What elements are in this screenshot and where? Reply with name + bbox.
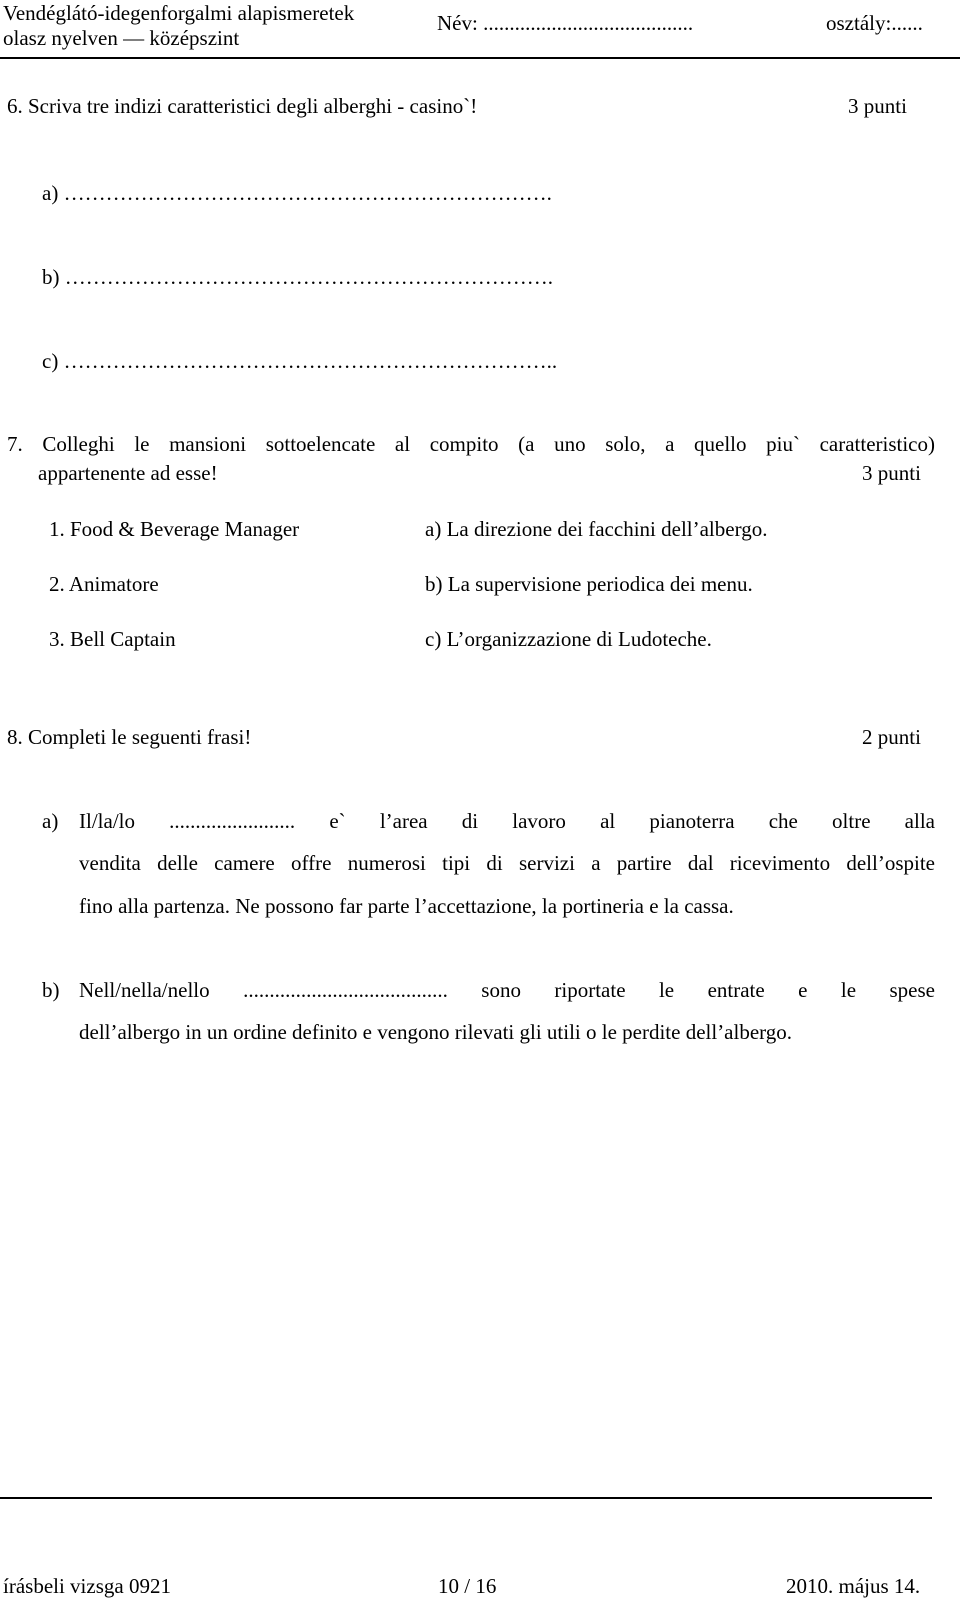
q6-line-a-label: a) — [42, 181, 59, 205]
q8-a-line2: vendita delle camere offre numerosi tipi di servizi a partire dal ricevimento dell’ospite — [79, 851, 935, 875]
name-label: Név: ........................................ — [437, 11, 694, 35]
header-title-line2: olasz nyelven — középszint — [3, 26, 240, 50]
q8-b-line1: Nell/nella/nello ....................................... sono riportate le entrate e le spese — [79, 978, 935, 1002]
q8-a-line1: Il/la/lo ........................ e` l’area di lavoro al pianoterra che oltre alla — [79, 809, 935, 833]
q8-points: 2 punti — [862, 725, 921, 749]
q6-line-c-label: c) — [42, 349, 59, 373]
q6-line-a-dots: ……………………………………………………………. — [63, 181, 552, 205]
class-label: osztály:...... — [826, 11, 923, 35]
q8-b-label: b) — [42, 978, 60, 1002]
q7-text-line1: 7. Colleghi le mansioni sottoelencate al compito (a uno solo, a quello piu` caratteristico) — [7, 432, 935, 456]
q8-a-label: a) — [42, 809, 59, 833]
q7-role-1: 1. Food & Beverage Manager — [49, 517, 300, 541]
q7-task-a: a) La direzione dei facchini dell’albergo. — [425, 517, 768, 541]
q7-points: 3 punti — [862, 461, 921, 485]
q6-line-b-label: b) — [42, 265, 60, 289]
footer-rule — [0, 1497, 932, 1499]
q6-line-c — [42, 349, 557, 374]
q6-line-b — [42, 265, 553, 290]
header-rule — [0, 57, 960, 59]
q7-role-3: 3. Bell Captain — [49, 627, 176, 651]
q7-task-b: b) La supervisione periodica dei menu. — [425, 572, 753, 596]
q8-text: 8. Completi le seguenti frasi! — [7, 725, 252, 749]
footer-date: 2010. május 14. — [786, 1574, 921, 1598]
footer-exam-code: írásbeli vizsga 0921 — [3, 1574, 171, 1598]
q6-line-b-dots: ……………………………………………………………. — [64, 265, 553, 289]
footer-page-number: 10 / 16 — [438, 1574, 497, 1598]
q7-task-c: c) L’organizzazione di Ludoteche. — [425, 627, 712, 651]
q7-role-2: 2. Animatore — [49, 572, 159, 596]
header-title-line1: Vendéglátó-idegenforgalmi alapismeretek — [3, 1, 355, 25]
q8-b-line2: dell’albergo in un ordine definito e vengono rilevati gli utili o le perdite dell’albergo. — [79, 1020, 793, 1044]
q6-line-c-dots: …………………………………………………………….. — [63, 349, 558, 373]
q6-line-a — [42, 181, 552, 206]
q7-text-line2: appartenente ad esse! — [38, 461, 218, 485]
q6-text: 6. Scriva tre indizi caratteristici degli alberghi - casino`! — [7, 94, 478, 118]
q6-points: 3 punti — [848, 94, 907, 118]
q8-a-line3: fino alla partenza. Ne possono far parte l’accettazione, la portineria e la cassa. — [79, 894, 734, 918]
